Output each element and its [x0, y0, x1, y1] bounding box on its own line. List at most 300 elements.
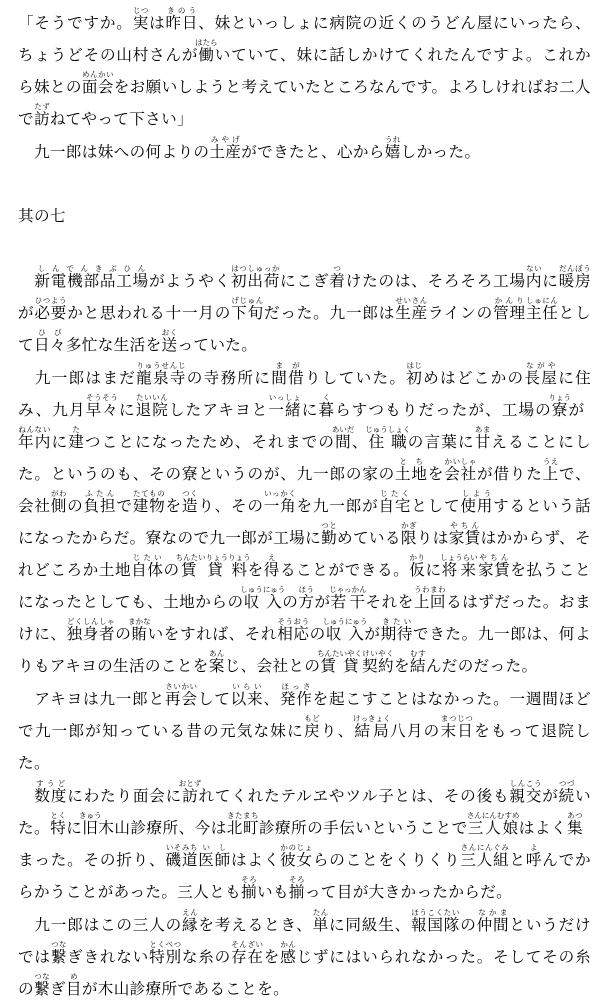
- text-run: を九一郎が: [296, 497, 379, 515]
- ruby-annotated-word: [65, 972, 82, 998]
- furigana-reading: じたく: [378, 489, 411, 498]
- furigana-reading: ちんたいりょう: [175, 553, 229, 562]
- furigana-reading: つな: [33, 972, 50, 981]
- ruby-base: 昨日: [165, 14, 199, 32]
- ruby-annotated-word: [50, 811, 67, 837]
- text-run: に: [542, 272, 559, 290]
- furigana-reading: つな: [50, 940, 67, 949]
- text-run: つことになったため、それまでの: [84, 433, 336, 451]
- ruby-annotated-word: [263, 489, 297, 515]
- furigana-reading: あん: [208, 649, 225, 658]
- furigana-reading: しんこう: [509, 779, 542, 788]
- ruby-annotated-word: [525, 843, 543, 869]
- ruby-annotated-word: [182, 908, 199, 934]
- text-run: できた。九一郎は、何よりもアキヨの生活のことを: [18, 625, 591, 675]
- furigana-reading: そうそう: [85, 393, 119, 402]
- ruby-annotated-word: [493, 296, 526, 322]
- furigana-reading: ほうこくたい: [411, 908, 460, 917]
- ruby-annotated-word: [240, 585, 286, 611]
- ruby-base: 収入: [322, 625, 368, 643]
- furigana-reading: しゅうにゅう: [322, 617, 368, 626]
- ruby-annotated-word: [558, 264, 591, 290]
- ruby-base: 繋: [33, 980, 50, 998]
- furigana-reading: はじ: [406, 361, 423, 370]
- furigana-reading: そんざい: [231, 940, 264, 949]
- furigana-reading: つと: [321, 521, 338, 530]
- ruby-annotated-word: [329, 585, 367, 611]
- ruby-base: 面会: [81, 78, 114, 96]
- ruby-annotated-word: [78, 811, 102, 837]
- furigana-reading: たん: [312, 908, 329, 917]
- text-run: がようやく: [149, 272, 231, 290]
- furigana-reading: しゅうにゅう: [240, 585, 286, 594]
- ruby-annotated-word: [362, 649, 394, 675]
- ruby-annotated-word: [548, 393, 572, 419]
- ruby-annotated-word: [81, 70, 114, 96]
- text-run: に: [425, 561, 442, 579]
- ruby-annotated-word: [525, 296, 559, 322]
- ruby-annotated-word: [322, 617, 368, 643]
- text-run: の言葉に: [407, 433, 475, 451]
- furigana-reading: むす: [409, 649, 426, 658]
- ruby-annotated-word: [460, 489, 494, 515]
- furigana-reading: かぎ: [400, 521, 417, 530]
- ruby-base: 賃貸: [175, 561, 229, 579]
- furigana-reading: じゅうしょく: [365, 425, 411, 434]
- ruby-annotated-word: [50, 489, 68, 515]
- ruby-annotated-word: [247, 264, 281, 290]
- text-run: として: [411, 497, 461, 515]
- ruby-base: 感: [280, 948, 297, 966]
- ruby-base: 若干: [329, 593, 367, 611]
- furigana-reading: じたい: [131, 553, 164, 562]
- section-heading: 其の七: [18, 207, 66, 225]
- ruby-base: 新電機部品工場: [34, 272, 150, 290]
- furigana-reading: いし: [198, 843, 231, 852]
- ruby-base: 目: [65, 980, 82, 998]
- furigana-reading: さんにんぐみ: [460, 843, 510, 852]
- ruby-annotated-word: [448, 521, 481, 547]
- text-run: んでからかうことがあった。三人とも: [18, 851, 591, 901]
- ruby-base: 繋: [50, 948, 68, 966]
- furigana-reading: もど: [303, 714, 320, 723]
- ruby-annotated-word: [413, 585, 447, 611]
- ruby-annotated-word: [85, 393, 119, 419]
- ruby-annotated-word: [303, 714, 321, 740]
- furigana-reading: かり: [409, 553, 426, 562]
- ruby-base: 医師: [198, 851, 231, 869]
- ruby-annotated-word: [231, 940, 264, 966]
- ruby-annotated-word: [268, 393, 302, 419]
- furigana-reading: え: [263, 553, 280, 562]
- ruby-annotated-word: [312, 908, 329, 934]
- ruby-annotated-word: [33, 972, 50, 998]
- ruby-base: 将来: [440, 561, 478, 579]
- ruby-annotated-word: [317, 649, 363, 675]
- ruby-base: 上回: [413, 593, 447, 611]
- ruby-annotated-word: [298, 585, 315, 611]
- furigana-reading: じゃっかん: [329, 585, 367, 594]
- ruby-annotated-word: [329, 264, 346, 290]
- ruby-annotated-word: [331, 425, 355, 451]
- furigana-reading: うわまわ: [413, 585, 446, 594]
- furigana-reading: そろ: [241, 875, 258, 884]
- ruby-base: 磯道: [165, 851, 199, 869]
- ruby-base: 間: [331, 433, 355, 451]
- ruby-base: 数度: [34, 787, 68, 805]
- ruby-annotated-word: [228, 553, 251, 579]
- ruby-base: 建物: [132, 497, 166, 515]
- ruby-annotated-word: [263, 553, 280, 579]
- furigana-reading: いそみち: [165, 843, 198, 852]
- furigana-reading: きのう: [165, 6, 198, 15]
- text-run: が: [18, 304, 35, 322]
- ruby-annotated-word: [34, 779, 68, 805]
- ruby-base: 実: [132, 14, 150, 32]
- text-run: 九一郎はこの三人の: [18, 916, 182, 934]
- furigana-reading: りゅうせんじ: [136, 361, 186, 370]
- ruby-annotated-word: [400, 521, 417, 547]
- ruby-base: 勤: [321, 529, 338, 547]
- paragraph: [18, 135, 591, 168]
- section-spacer: [18, 168, 591, 200]
- ruby-base: 発作: [279, 690, 313, 708]
- ruby-base: 嬉: [384, 143, 401, 161]
- ruby-base: 案: [208, 657, 225, 675]
- text-run: の寺務所に: [186, 369, 272, 387]
- ruby-annotated-word: [178, 779, 202, 805]
- text-run: いも: [257, 883, 289, 901]
- ruby-annotated-word: [380, 617, 414, 643]
- ruby-annotated-word: [175, 553, 229, 579]
- ruby-annotated-word: [195, 38, 218, 64]
- ruby-annotated-word: [524, 361, 559, 387]
- text-run: まった。その折り、: [18, 851, 166, 869]
- furigana-reading: め: [65, 972, 82, 981]
- ruby-base: 縁: [182, 916, 199, 934]
- furigana-reading: えん: [182, 908, 198, 917]
- ruby-base: 彼女: [280, 851, 313, 869]
- ruby-base: 負担: [83, 497, 117, 515]
- text-run: を考えるとき、: [198, 916, 313, 934]
- ruby-annotated-word: [477, 553, 511, 579]
- ruby-annotated-word: [231, 296, 264, 322]
- ruby-base: 賄: [128, 625, 151, 643]
- furigana-reading: どくしんしゃ: [66, 617, 115, 626]
- furigana-reading: ほっさ: [279, 682, 313, 691]
- ruby-base: 限: [400, 529, 417, 547]
- ruby-base: 報国隊: [411, 916, 461, 934]
- text-run: しかった。: [400, 143, 481, 161]
- ruby-base: 間借: [271, 369, 305, 387]
- ruby-base: 三人組: [460, 851, 510, 869]
- text-run: めている: [337, 529, 401, 547]
- ruby-base: 独身者: [66, 625, 116, 643]
- ruby-base: 仲間: [476, 916, 510, 934]
- ruby-annotated-word: [384, 135, 401, 161]
- furigana-reading: かいしゃ: [444, 457, 477, 466]
- furigana-reading: やちん: [477, 553, 511, 562]
- ruby-annotated-word: [378, 489, 412, 515]
- text-run: はかからず、それどころか土地: [18, 529, 591, 579]
- text-run: に住み、九月: [18, 369, 592, 419]
- ruby-annotated-word: [128, 617, 151, 643]
- text-run: の: [309, 625, 326, 643]
- ruby-base: 結局: [353, 722, 391, 740]
- text-run: に: [66, 819, 83, 837]
- ruby-base: 呼: [525, 851, 543, 869]
- furigana-reading: はたら: [195, 38, 218, 47]
- ruby-annotated-word: [406, 361, 424, 387]
- text-run: して: [197, 690, 231, 708]
- furigana-reading: つづ: [558, 779, 575, 788]
- text-run: をもって退院した。: [18, 722, 591, 772]
- ruby-annotated-word: [181, 489, 199, 515]
- ruby-base: 揃: [288, 883, 305, 901]
- ruby-base: 使用: [460, 497, 494, 515]
- furigana-reading: うえ: [542, 457, 559, 466]
- furigana-reading: いらい: [230, 682, 263, 691]
- ruby-annotated-word: [409, 553, 426, 579]
- text-run: を: [263, 948, 281, 966]
- furigana-reading: あいだ: [331, 425, 355, 434]
- ruby-base: 単: [312, 916, 329, 934]
- text-run: っていた。: [177, 336, 258, 354]
- furigana-reading: ひび: [33, 328, 66, 337]
- text-run: らすつもりだったが、工場の: [335, 401, 552, 419]
- text-run: ラインの: [427, 304, 494, 322]
- text-run: はよく: [518, 819, 567, 837]
- furigana-reading: かのじょ: [280, 843, 313, 852]
- furigana-reading: く: [318, 393, 335, 402]
- text-run: めはどこかの: [423, 369, 525, 387]
- text-run: の: [163, 561, 180, 579]
- text-run: 九一郎は妹への何よりの: [18, 143, 210, 161]
- furigana-reading: たず: [33, 102, 50, 111]
- ruby-annotated-word: [280, 940, 297, 966]
- ruby-base: 寮: [548, 401, 572, 419]
- ruby-annotated-word: [365, 425, 411, 451]
- text-run: ができたと、心から: [241, 143, 385, 161]
- ruby-base: 働: [195, 46, 218, 64]
- ruby-annotated-word: [280, 843, 313, 869]
- ruby-base: 日々: [33, 336, 66, 354]
- text-run: んだのだった。: [425, 657, 538, 675]
- text-run: けたのは、そろそろ工場: [345, 272, 526, 290]
- furigana-reading: た: [68, 425, 85, 434]
- text-run: で: [116, 497, 133, 515]
- ruby-base: 結: [409, 657, 426, 675]
- text-run: を: [427, 465, 445, 483]
- ruby-base: 退院: [135, 401, 169, 419]
- text-run: を: [393, 657, 410, 675]
- ruby-annotated-word: [509, 779, 543, 805]
- furigana-reading: けっきょく: [353, 714, 391, 723]
- ruby-base: 期待: [380, 625, 414, 643]
- ruby-annotated-word: [34, 264, 150, 290]
- text-run: をお願いしようと考えていたところなんです。よろしければお二人で: [18, 78, 591, 128]
- ruby-base: 親交: [509, 787, 543, 805]
- text-run: を起こすことはなかった。一週間ほどで九一郎が知っている昔の元気な妹に: [18, 690, 592, 740]
- ruby-base: 相応: [277, 625, 310, 643]
- ruby-annotated-word: [66, 617, 116, 643]
- ruby-annotated-word: [165, 6, 199, 32]
- ruby-annotated-word: [411, 908, 461, 934]
- ruby-base: 続: [558, 787, 576, 805]
- ruby-base: 揃: [241, 883, 258, 901]
- ruby-annotated-word: [241, 875, 258, 901]
- text-run: かと思われる十一月の: [67, 304, 232, 322]
- ruby-base: 上: [542, 465, 559, 483]
- ruby-base: 契約: [362, 657, 394, 675]
- ruby-annotated-word: [226, 811, 259, 837]
- ruby-base: 土地: [395, 465, 428, 483]
- ruby-annotated-word: [321, 521, 338, 547]
- furigana-reading: しゅっか: [247, 264, 280, 273]
- ruby-annotated-word: [34, 296, 68, 322]
- furigana-reading: きたい: [380, 617, 413, 626]
- text-run: ることができる。: [279, 561, 410, 579]
- ruby-base: 訪: [33, 110, 50, 128]
- paragraph: [18, 264, 591, 361]
- furigana-reading: さいかい: [165, 682, 198, 691]
- text-run: は: [149, 14, 166, 32]
- ruby-base: 賃貸: [317, 657, 363, 675]
- text-run: というだけでは: [18, 916, 591, 966]
- ruby-annotated-word: [230, 682, 264, 708]
- text-run: にこぎ: [280, 272, 330, 290]
- furigana-reading: なかま: [476, 908, 509, 917]
- text-run: いをすれば、それ: [147, 625, 278, 643]
- furigana-reading: げじゅん: [231, 296, 264, 305]
- text-run: で、会社: [18, 465, 592, 515]
- text-run: はよく: [230, 851, 281, 869]
- furigana-reading: たてもの: [132, 489, 166, 498]
- text-run: にわたり面会に: [67, 787, 183, 805]
- furigana-reading: あま: [474, 425, 491, 434]
- furigana-reading: おとず: [178, 779, 202, 788]
- furigana-reading: まかな: [128, 617, 151, 626]
- text-run: の: [115, 625, 132, 643]
- text-run: が借りた: [477, 465, 543, 483]
- ruby-base: 再会: [165, 690, 198, 708]
- ruby-base: 初: [230, 272, 248, 290]
- text-run: に: [301, 401, 319, 419]
- text-run: 「そうですか。: [18, 14, 133, 32]
- ruby-base: 住職: [365, 433, 411, 451]
- ruby-annotated-word: [132, 6, 150, 32]
- furigana-reading: よ: [525, 843, 542, 852]
- paragraph: [18, 6, 591, 135]
- furigana-reading: きたまち: [226, 811, 259, 820]
- text-run: として: [18, 304, 591, 354]
- text-run: が: [364, 625, 381, 643]
- ruby-base: 暖房: [558, 272, 591, 290]
- text-run: が: [567, 401, 585, 419]
- text-run: いた。: [18, 787, 591, 837]
- ruby-base: 下旬: [231, 304, 264, 322]
- text-run: り、: [320, 722, 355, 740]
- text-run: れてくれたテルヱやツル子とは、その後も: [198, 787, 510, 805]
- text-run: いていて、妹に話しかけてくれたんですよ。これから妹との: [18, 46, 591, 96]
- ruby-base: 一緒: [268, 401, 302, 419]
- ruby-annotated-word: [466, 811, 520, 837]
- furigana-reading: まつじつ: [440, 714, 474, 723]
- furigana-reading: おく: [161, 328, 178, 337]
- text-run: らのことをくりくり: [312, 851, 461, 869]
- furigana-reading: つく: [181, 489, 198, 498]
- text-run: が: [314, 593, 331, 611]
- text-run: ぎきれない: [67, 948, 150, 966]
- ruby-annotated-word: [271, 361, 305, 387]
- ruby-annotated-word: [50, 940, 68, 966]
- furigana-reading: めんかい: [81, 70, 114, 79]
- ruby-annotated-word: [474, 425, 492, 451]
- ruby-base: 旧: [78, 819, 102, 837]
- ruby-base: 主任: [525, 304, 559, 322]
- text-run: って目が大きかったからだ。: [304, 883, 513, 901]
- ruby-annotated-word: [33, 102, 50, 128]
- furigana-reading: ひつよう: [34, 296, 67, 305]
- paragraph: [18, 779, 591, 908]
- furigana-reading: ねんない: [18, 425, 51, 434]
- ruby-base: 集: [566, 819, 583, 837]
- text-run: 、: [351, 433, 369, 451]
- ruby-annotated-word: [149, 940, 182, 966]
- ruby-base: 出荷: [247, 272, 281, 290]
- ruby-annotated-word: [395, 457, 428, 483]
- text-run: に: [118, 401, 136, 419]
- ruby-annotated-word: [460, 843, 510, 869]
- furigana-reading: しゅにん: [525, 296, 559, 305]
- furigana-reading: けいやく: [362, 649, 394, 658]
- furigana-reading: やちん: [448, 521, 481, 530]
- text-run: じ、会社との: [224, 657, 321, 675]
- ruby-annotated-word: [83, 489, 117, 515]
- ruby-annotated-word: [566, 811, 583, 837]
- furigana-reading: りょう: [548, 393, 572, 402]
- furigana-reading: さんにんむすめ: [466, 811, 520, 820]
- ruby-annotated-word: [395, 296, 428, 322]
- ruby-annotated-word: [209, 135, 242, 161]
- furigana-reading: ほう: [298, 585, 315, 594]
- text-run: な糸の: [181, 948, 231, 966]
- ruby-annotated-word: [542, 457, 559, 483]
- ruby-annotated-word: [68, 425, 85, 451]
- text-run: に同級生、: [329, 916, 411, 934]
- furigana-reading: かん: [280, 940, 297, 949]
- text-run: [18, 787, 34, 805]
- ruby-base: 長屋: [524, 369, 559, 387]
- ruby-base: 生産: [395, 304, 428, 322]
- ruby-base: 一角: [263, 497, 297, 515]
- ruby-base: 得: [263, 561, 280, 579]
- furigana-reading: たいいん: [135, 393, 169, 402]
- text-run: を: [247, 561, 264, 579]
- ruby-base: 初: [406, 369, 424, 387]
- ruby-annotated-word: [132, 489, 166, 515]
- furigana-reading: りょう: [228, 553, 251, 562]
- text-run: ねてやって下さい」: [49, 110, 194, 128]
- ruby-base: 早々: [85, 401, 119, 419]
- text-run: が: [542, 787, 559, 805]
- furigana-reading: そうおう: [277, 617, 310, 626]
- ruby-annotated-word: [131, 553, 164, 579]
- ruby-annotated-word: [208, 649, 225, 675]
- furigana-reading: かんり: [493, 296, 526, 305]
- furigana-reading: がわ: [50, 489, 67, 498]
- ruby-base: 収入: [240, 593, 286, 611]
